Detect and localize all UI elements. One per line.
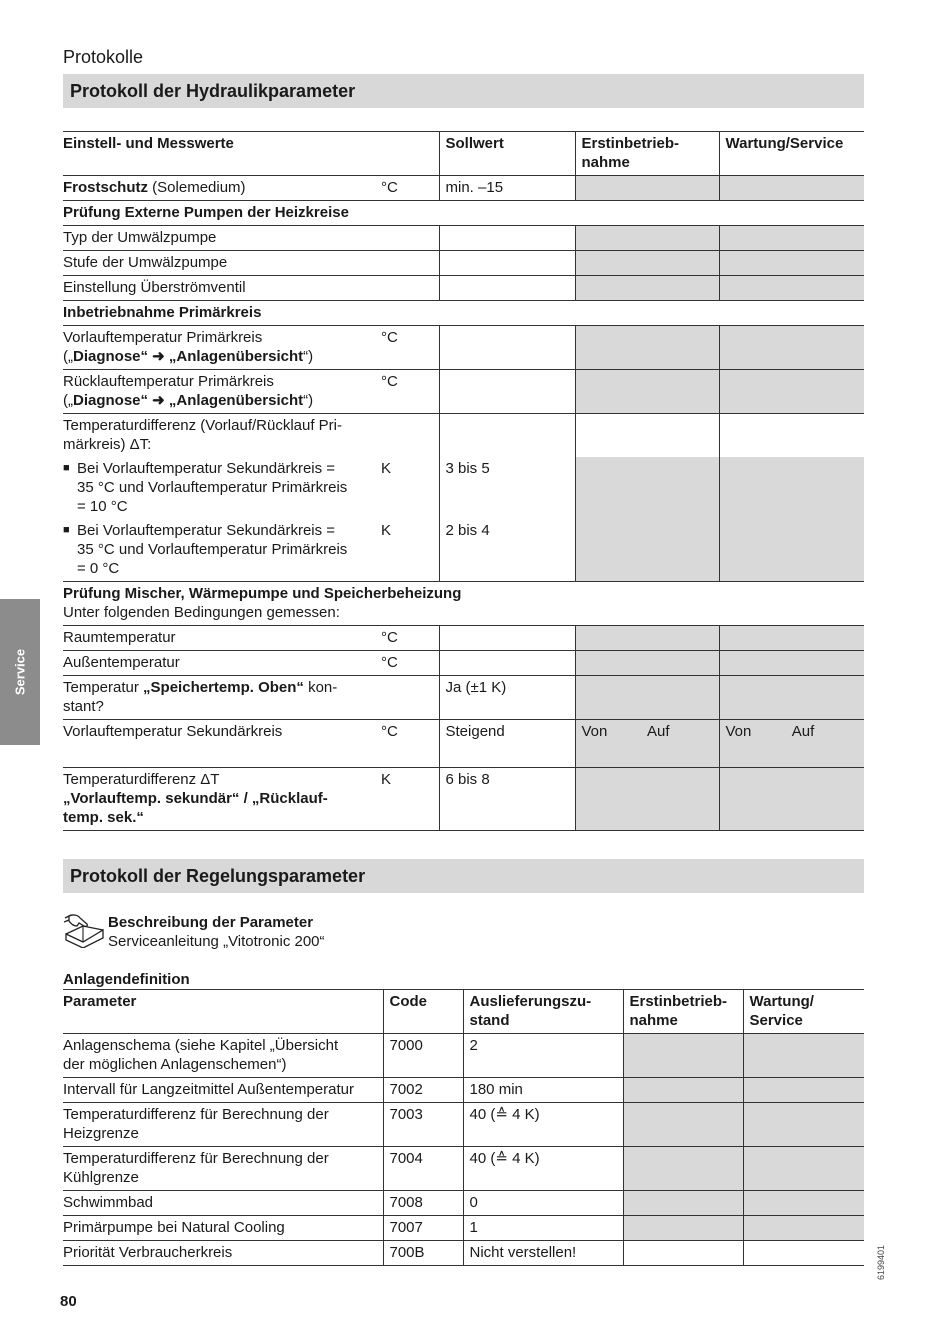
param-cell: Priorität Verbraucherkreis <box>63 1244 233 1261</box>
header-wartung: Wartung/Service <box>719 132 864 176</box>
table-row <box>63 1034 864 1078</box>
anlagen-title: Anlagendefinition <box>63 971 190 988</box>
input-cell[interactable] <box>623 1078 743 1103</box>
state-cell: 40 (≙ 4 K) <box>463 1147 623 1191</box>
document-number: 6199401 <box>876 1244 886 1280</box>
table-row <box>63 626 864 651</box>
input-cell[interactable] <box>575 519 719 582</box>
row-label: Rücklauftemperatur Primärkreis („Diagnose“ ➜ „Anlagenübersicht“) <box>63 373 314 409</box>
row-label: Temperaturdifferenz ΔT „Vorlauftemp. sekundär“ / „Rücklauf- temp. sek.“ <box>63 771 328 826</box>
input-cell[interactable] <box>575 414 719 458</box>
row-label: Vorlauftemperatur Sekundärkreis <box>63 723 283 740</box>
input-cell[interactable] <box>719 457 864 519</box>
input-cell[interactable] <box>719 370 864 414</box>
book-hand-icon <box>63 912 105 948</box>
side-tab-label: Service <box>12 648 28 696</box>
input-cell[interactable] <box>719 414 864 458</box>
input-cell[interactable] <box>575 457 719 519</box>
row-label: Raumtemperatur <box>63 629 176 646</box>
anlagen-table <box>63 989 864 1266</box>
input-cell[interactable] <box>623 1216 743 1241</box>
input-cell[interactable] <box>719 676 864 720</box>
bullet-icon: ■ <box>63 462 70 474</box>
unit: °C <box>381 329 398 346</box>
side-tab-service <box>0 599 40 745</box>
unit: °C <box>381 723 398 740</box>
note-block <box>108 913 325 951</box>
table-row <box>63 676 864 720</box>
input-cell[interactable] <box>623 1147 743 1191</box>
note-title: Beschreibung der Parameter <box>108 914 314 931</box>
row-label: Typ der Umwälzpumpe <box>63 229 217 246</box>
table-row <box>63 201 864 226</box>
input-cell[interactable] <box>743 1078 864 1103</box>
table-row <box>63 519 864 582</box>
input-cell[interactable] <box>623 1241 743 1266</box>
hydraulic-table <box>63 131 864 831</box>
param-cell: Primärpumpe bei Natural Cooling <box>63 1219 285 1236</box>
sollwert: Steigend <box>439 720 575 768</box>
table-row <box>63 582 864 626</box>
table-header-row <box>63 132 864 176</box>
table-row <box>63 457 864 519</box>
state-cell: Nicht verstellen! <box>463 1241 623 1266</box>
sollwert <box>439 370 575 414</box>
input-cell[interactable] <box>743 1216 864 1241</box>
table-row <box>63 370 864 414</box>
param-cell: Intervall für Langzeitmittel Außentemperatur <box>63 1081 354 1098</box>
input-cell[interactable] <box>575 626 719 651</box>
input-cell[interactable] <box>719 176 864 201</box>
table-row <box>63 326 864 370</box>
input-cell[interactable] <box>623 1034 743 1078</box>
state-cell: 0 <box>463 1191 623 1216</box>
table-row <box>63 276 864 301</box>
sollwert <box>439 226 575 251</box>
input-cell[interactable] <box>575 768 719 831</box>
unit: K <box>381 460 392 477</box>
page-number: 80 <box>60 1293 77 1310</box>
input-cell[interactable] <box>719 326 864 370</box>
sollwert: Ja (±1 K) <box>439 676 575 720</box>
code-cell: 7003 <box>383 1103 463 1147</box>
state-cell: 40 (≙ 4 K) <box>463 1103 623 1147</box>
header-sollwert: Sollwert <box>439 132 575 176</box>
input-cell[interactable] <box>743 1147 864 1191</box>
row-label: Stufe der Umwälzpumpe <box>63 254 228 271</box>
code-cell: 700B <box>383 1241 463 1266</box>
unit: °C <box>381 179 398 196</box>
table-row <box>63 1216 864 1241</box>
code-cell: 7002 <box>383 1078 463 1103</box>
table-row <box>63 176 864 201</box>
table-row <box>63 226 864 251</box>
input-cell[interactable] <box>719 768 864 831</box>
code-cell: 7000 <box>383 1034 463 1078</box>
note-text: Serviceanleitung „Vitotronic 200“ <box>108 933 325 950</box>
table-row <box>63 414 864 458</box>
row-label: Vorlauftemperatur Primärkreis („Diagnose“ ➜ „Anlagenübersicht“) <box>63 329 314 365</box>
state-cell: 1 <box>463 1216 623 1241</box>
header-wartung: Wartung/ Service <box>743 990 864 1034</box>
input-cell[interactable] <box>719 651 864 676</box>
input-cell[interactable] <box>575 326 719 370</box>
table-row <box>63 1191 864 1216</box>
sollwert: min. –15 <box>439 176 575 201</box>
param-cell: Anlagenschema (siehe Kapitel „Übersicht der möglichen Anlagenschemen“) <box>63 1037 339 1073</box>
table-row <box>63 251 864 276</box>
sollwert: 3 bis 5 <box>439 457 575 519</box>
header-einstell: Einstell- und Messwerte <box>63 135 234 152</box>
code-cell: 7004 <box>383 1147 463 1191</box>
input-cell[interactable] <box>743 1241 864 1266</box>
code-cell: 7008 <box>383 1191 463 1216</box>
frostschutz-label: Frostschutz (Solemedium) <box>63 179 246 196</box>
param-cell: Temperaturdifferenz für Berechnung der Kühlgrenze <box>63 1150 329 1186</box>
input-cell[interactable] <box>575 276 719 301</box>
unit: K <box>381 522 392 539</box>
sollwert: 6 bis 8 <box>439 768 575 831</box>
input-cell[interactable] <box>575 226 719 251</box>
input-cell[interactable] <box>719 519 864 582</box>
input-cell[interactable] <box>743 1191 864 1216</box>
unit: °C <box>381 373 398 390</box>
sollwert: 2 bis 4 <box>439 519 575 582</box>
input-cell[interactable] <box>743 1034 864 1078</box>
input-cell[interactable] <box>575 370 719 414</box>
sollwert <box>439 326 575 370</box>
sollwert <box>439 251 575 276</box>
input-cell[interactable]: Von Auf <box>719 720 864 768</box>
sollwert <box>439 626 575 651</box>
code-cell: 7007 <box>383 1216 463 1241</box>
table-row <box>63 720 864 768</box>
unit: K <box>381 771 392 788</box>
input-cell[interactable]: Von Auf <box>575 720 719 768</box>
input-cell[interactable] <box>719 226 864 251</box>
table-row <box>63 651 864 676</box>
subsection-title: Inbetriebnahme Primärkreis <box>63 304 262 321</box>
header-parameter: Parameter <box>63 993 137 1010</box>
table-header-row <box>63 990 864 1034</box>
input-cell[interactable] <box>575 176 719 201</box>
bullet-icon: ■ <box>63 524 70 536</box>
input-cell[interactable] <box>719 276 864 301</box>
subsection-title: Prüfung Externe Pumpen der Heizkreise <box>63 204 349 221</box>
table-row <box>63 1241 864 1266</box>
row-label: ■ Bei Vorlauftemperatur Sekundärkreis = 35 °C und Vorlauftemperatur Primärkreis = 0 °C <box>63 522 348 577</box>
section-label: Protokolle <box>63 47 144 67</box>
row-label: Temperaturdifferenz (Vorlauf/Rücklauf Pri- märkreis) ΔT: <box>63 417 343 453</box>
table-row <box>63 768 864 831</box>
heading-regelung: Protokoll der Regelungsparameter <box>63 859 864 893</box>
input-cell[interactable] <box>575 251 719 276</box>
row-label: Außentemperatur <box>63 654 180 671</box>
table-row <box>63 1147 864 1191</box>
param-cell: Schwimmbad <box>63 1194 154 1211</box>
row-label: ■ Bei Vorlauftemperatur Sekundärkreis = 35 °C und Vorlauftemperatur Primärkreis = 10 °C <box>63 460 348 515</box>
input-cell[interactable] <box>743 1103 864 1147</box>
header-auslieferungszustand: Auslieferungszu- stand <box>463 990 623 1034</box>
input-cell[interactable] <box>719 251 864 276</box>
header-code: Code <box>383 990 463 1034</box>
heading-hydraulic: Protokoll der Hydraulikparameter <box>63 74 864 108</box>
input-cell[interactable] <box>719 626 864 651</box>
subsection-title: Prüfung Mischer, Wärmepumpe und Speicherbeheizung Unter folgenden Bedingungen gemessen: <box>63 585 462 621</box>
state-cell: 2 <box>463 1034 623 1078</box>
table-row <box>63 1103 864 1147</box>
header-erstinbetriebnahme: Erstinbetrieb- nahme <box>575 132 719 176</box>
row-label: Einstellung Überströmventil <box>63 279 246 296</box>
unit: °C <box>381 654 398 671</box>
input-cell[interactable] <box>575 651 719 676</box>
input-cell[interactable] <box>623 1191 743 1216</box>
table-row <box>63 1078 864 1103</box>
sollwert <box>439 276 575 301</box>
header-erstinbetriebnahme: Erstinbetrieb- nahme <box>623 990 743 1034</box>
input-cell[interactable] <box>623 1103 743 1147</box>
row-label: Temperatur „Speichertemp. Oben“ kon- stant? <box>63 679 338 715</box>
input-cell[interactable] <box>575 676 719 720</box>
state-cell: 180 min <box>463 1078 623 1103</box>
param-cell: Temperaturdifferenz für Berechnung der Heizgrenze <box>63 1106 329 1142</box>
table-row <box>63 301 864 326</box>
unit: °C <box>381 629 398 646</box>
sollwert <box>439 651 575 676</box>
sollwert <box>439 414 575 458</box>
